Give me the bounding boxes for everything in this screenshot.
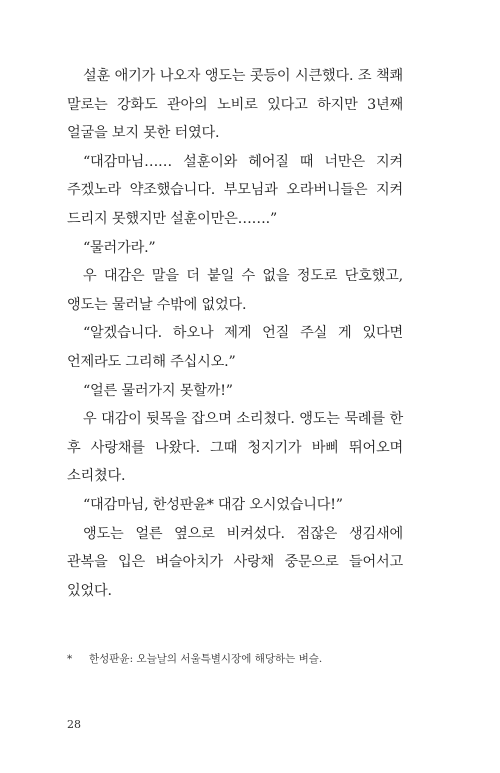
paragraph: “얼른 물러가지 못할까!” [83,382,233,399]
footnote [67,651,407,667]
paragraph: “알겠습니다. 하오나 제게 언질 주실 게 있다면 언제라도 그리해 주십시오.” [67,325,403,370]
paragraph: “물러가라.” [83,239,156,256]
paragraph: “대감마님, 한성판윤* 대감 오시었습니다!” [83,496,343,513]
body-text [67,62,403,605]
paragraph: 우 대감이 뒷목을 잡으며 소리쳤다. 앵도는 묵례를 한 후 사랑채를 나왔다. 그때 청지기가 바삐 뛰어오며 소리쳤다. [67,411,403,485]
paragraph: 설훈 애기가 나오자 앵도는 콧등이 시큰했다. 조 책쾌 말로는 강화도 관아의 노비로 있다고 하지만 3년째 얼굴을 보지 못한 터였다. [67,68,403,142]
footnote-mark: * [67,653,73,665]
page-number: 28 [67,718,81,731]
paragraph: “대감마님…… 설훈이와 헤어질 때 너만은 지켜 주겠노라 약조했습니다. 부모님과 오라버니들은 지켜 드리지 못했지만 설훈이만은…….” [67,153,403,227]
paragraph: 앵도는 얼른 옆으로 비켜섰다. 점잖은 생김새에 관복을 입은 벼슬아치가 사랑채 중문으로 들어서고 있었다. [67,525,403,599]
footnote-text: 한성판윤: 오늘날의 서울특별시장에 해당하는 벼슬. [89,653,323,665]
paragraph: 우 대감은 말을 더 붙일 수 없을 정도로 단호했고, 앵도는 물러날 수밖에 없었다. [67,268,403,313]
